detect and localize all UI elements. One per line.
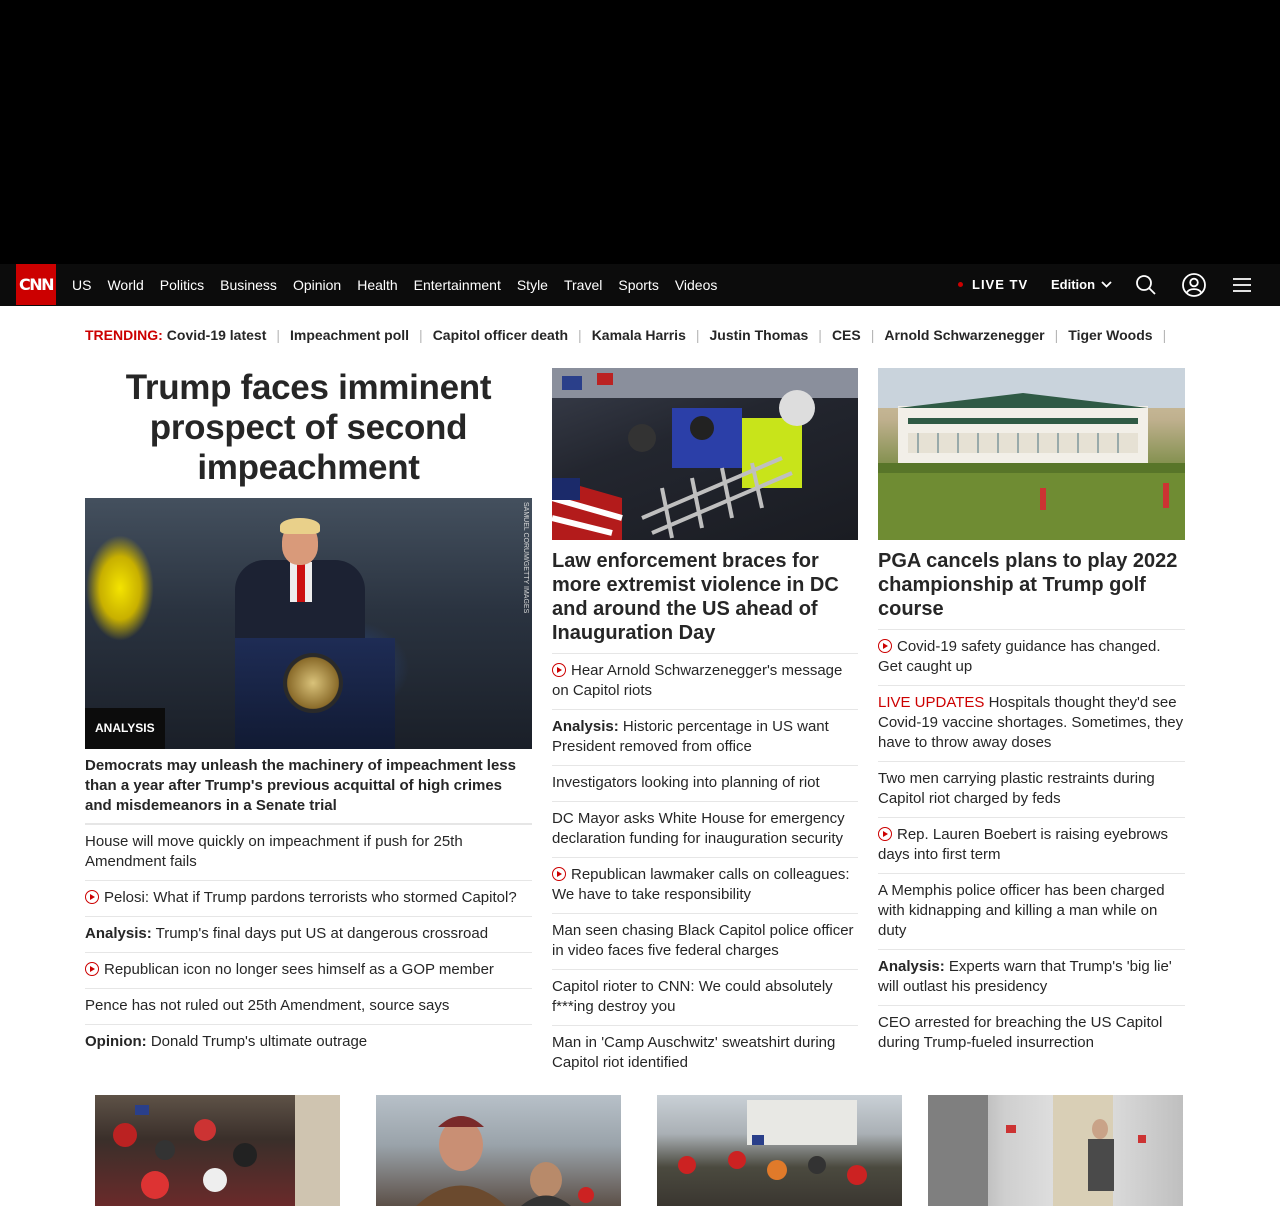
nav-link-videos[interactable]: Videos bbox=[674, 277, 718, 293]
edition-selector[interactable] bbox=[1051, 277, 1112, 292]
nav-link-entertainment[interactable]: Entertainment bbox=[413, 277, 501, 293]
story-text: Two men carrying plastic restraints during Capitol riot charged by feds bbox=[878, 770, 1155, 807]
story-kicker: Analysis: bbox=[85, 925, 152, 942]
video-thumbnail[interactable] bbox=[95, 1095, 340, 1206]
capitol-crowd-graphic bbox=[657, 1095, 902, 1206]
video-play-icon bbox=[85, 962, 99, 976]
video-thumbnail[interactable] bbox=[376, 1095, 621, 1206]
live-tv-label: LIVE TV bbox=[972, 277, 1029, 292]
trending-divider: | bbox=[870, 327, 875, 343]
story-text: CEO arrested for breaching the US Capitol during Trump-fueled insurrection bbox=[878, 1014, 1163, 1051]
video-play-icon bbox=[878, 827, 892, 841]
chevron-down-icon bbox=[1101, 281, 1112, 288]
trending-divider: | bbox=[1054, 327, 1059, 343]
story-text: Republican icon no longer sees himself as a GOP member bbox=[104, 961, 494, 978]
trending-link[interactable]: CES bbox=[831, 327, 861, 343]
story-link[interactable] bbox=[552, 913, 858, 969]
story-link[interactable] bbox=[85, 916, 532, 952]
top-navigation bbox=[0, 264, 1280, 306]
capitol-riot-image[interactable] bbox=[552, 368, 858, 540]
story-text: Republican lawmaker calls on colleagues: We have to take responsibility bbox=[552, 866, 850, 903]
story-text: Investigators looking into planning of riot bbox=[552, 774, 820, 791]
story-kicker: Analysis: bbox=[552, 718, 619, 735]
nav-link-sports[interactable]: Sports bbox=[618, 277, 659, 293]
trending-link[interactable]: Impeachment poll bbox=[290, 327, 410, 343]
edition-label: Edition bbox=[1051, 277, 1096, 292]
hallway-scene-graphic bbox=[928, 1095, 1183, 1206]
advertisement-banner[interactable] bbox=[0, 0, 1280, 264]
video-thumbnail-row bbox=[0, 1095, 1280, 1206]
video-play-icon bbox=[85, 890, 99, 904]
clubhouse-scene-graphic bbox=[878, 368, 1185, 540]
story-text: Pence has not ruled out 25th Amendment, source says bbox=[85, 997, 450, 1014]
story-kicker: Analysis: bbox=[878, 958, 945, 975]
story-link[interactable] bbox=[878, 761, 1185, 817]
story-text: Experts warn that Trump's 'big lie' will outlast his presidency bbox=[878, 958, 1172, 995]
lead-headline[interactable]: Trump faces imminent prospect of second impeachment bbox=[125, 368, 492, 487]
story-text: Capitol rioter to CNN: We could absolutely f***ing destroy you bbox=[552, 978, 833, 1015]
trending-link[interactable]: Capitol officer death bbox=[432, 327, 569, 343]
video-thumbnail[interactable] bbox=[657, 1095, 902, 1206]
nav-link-health[interactable]: Health bbox=[357, 277, 398, 293]
trending-link[interactable]: Kamala Harris bbox=[591, 327, 686, 343]
middle-column bbox=[552, 368, 858, 1081]
right-story-list bbox=[878, 629, 1185, 1061]
trending-divider: | bbox=[578, 327, 582, 343]
story-link[interactable] bbox=[552, 653, 858, 709]
story-text: Man in 'Camp Auschwitz' sweatshirt during Capitol riot identified bbox=[552, 1034, 836, 1071]
nav-link-politics[interactable]: Politics bbox=[159, 277, 205, 293]
story-link[interactable] bbox=[878, 685, 1185, 761]
speaker-tie bbox=[297, 564, 305, 602]
right-column bbox=[878, 368, 1185, 1061]
trending-divider: | bbox=[818, 327, 822, 343]
trending-link[interactable]: Justin Thomas bbox=[709, 327, 809, 343]
speaker-hair bbox=[280, 518, 320, 534]
live-tv-link[interactable] bbox=[958, 277, 1028, 292]
story-link[interactable] bbox=[85, 824, 532, 880]
story-link[interactable] bbox=[552, 801, 858, 857]
nav-link-business[interactable]: Business bbox=[220, 277, 277, 293]
story-link[interactable] bbox=[85, 880, 532, 916]
live-updates-label: LIVE UPDATES bbox=[878, 694, 985, 711]
interview-scene-graphic bbox=[376, 1095, 621, 1206]
story-text: A Memphis police officer has been charged with kidnapping and killing a man while on duty bbox=[878, 882, 1165, 939]
video-play-icon bbox=[552, 867, 566, 881]
lead-story-list bbox=[85, 824, 532, 1060]
search-icon[interactable] bbox=[1135, 274, 1157, 296]
story-text: Covid-19 safety guidance has changed. Get caught up bbox=[878, 638, 1161, 675]
photo-credit: SAMUEL CORUM/GETTY IMAGES bbox=[522, 502, 529, 614]
middle-headline[interactable]: Law enforcement braces for more extremist violence in DC and around the US ahead of Inauguration Day bbox=[552, 550, 839, 644]
story-text: DC Mayor asks White House for emergency declaration funding for inauguration security bbox=[552, 810, 845, 847]
story-link[interactable] bbox=[85, 988, 532, 1024]
golf-course-image[interactable] bbox=[878, 368, 1185, 540]
lead-subheadline[interactable]: Democrats may unleash the machinery of impeachment less than a year after Trump's previous acquittal of high crimes and misdemeanors in a Senate trial bbox=[85, 756, 532, 824]
middle-story-list bbox=[552, 653, 858, 1081]
riot-scene-graphic bbox=[552, 368, 858, 540]
trending-link[interactable]: Tiger Woods bbox=[1068, 327, 1153, 343]
story-link[interactable] bbox=[85, 952, 532, 988]
crowd-scene-graphic bbox=[95, 1095, 340, 1206]
live-dot-icon bbox=[958, 282, 963, 287]
story-text: Hear Arnold Schwarzenegger's message on Capitol riots bbox=[552, 662, 843, 699]
story-kicker: Opinion: bbox=[85, 1033, 147, 1050]
menu-icon[interactable] bbox=[1232, 274, 1252, 296]
lead-image[interactable] bbox=[85, 498, 532, 749]
video-play-icon bbox=[552, 663, 566, 677]
section-nav bbox=[64, 264, 725, 306]
video-thumbnail[interactable] bbox=[928, 1095, 1183, 1206]
story-link[interactable] bbox=[552, 709, 858, 765]
story-text: House will move quickly on impeachment if push for 25th Amendment fails bbox=[85, 833, 463, 870]
trending-divider: | bbox=[419, 327, 423, 343]
story-link[interactable] bbox=[552, 1025, 858, 1081]
presidential-seal bbox=[283, 653, 343, 713]
story-text: Man seen chasing Black Capitol police officer in video faces five federal charges bbox=[552, 922, 854, 959]
lead-column bbox=[85, 368, 532, 1060]
story-link[interactable] bbox=[878, 817, 1185, 873]
nav-link-style[interactable]: Style bbox=[516, 277, 548, 293]
story-link[interactable] bbox=[878, 1005, 1185, 1061]
nav-link-opinion[interactable]: Opinion bbox=[292, 277, 342, 293]
right-headline[interactable]: PGA cancels plans to play 2022 championship at Trump golf course bbox=[878, 550, 1178, 620]
story-link[interactable] bbox=[878, 949, 1185, 1005]
story-text: Hospitals thought they'd see Covid-19 vaccine shortages. Sometimes, they have to throw away doses bbox=[878, 694, 1184, 751]
nav-link-us[interactable]: US bbox=[72, 277, 92, 293]
story-link[interactable] bbox=[85, 1024, 532, 1060]
trending-link[interactable]: Covid-19 latest bbox=[166, 327, 267, 343]
story-text: Historic percentage in US want President removed from office bbox=[552, 718, 829, 755]
trending-divider: | bbox=[695, 327, 700, 343]
nav-link-travel[interactable]: Travel bbox=[563, 277, 603, 293]
trending-divider: | bbox=[1162, 327, 1167, 343]
analysis-badge: ANALYSIS bbox=[85, 708, 165, 749]
user-account-icon[interactable] bbox=[1182, 273, 1206, 297]
nav-link-world[interactable]: World bbox=[107, 277, 144, 293]
story-link[interactable] bbox=[878, 629, 1185, 685]
story-text: Trump's final days put US at dangerous crossroad bbox=[155, 925, 489, 942]
story-link[interactable] bbox=[552, 969, 858, 1025]
trending-divider: | bbox=[276, 327, 281, 343]
trending-bar bbox=[85, 327, 1176, 343]
story-link[interactable] bbox=[552, 765, 858, 801]
trending-link[interactable]: Arnold Schwarzenegger bbox=[884, 327, 1045, 343]
story-text: Rep. Lauren Boebert is raising eyebrows days into first term bbox=[878, 826, 1168, 863]
story-text: Pelosi: What if Trump pardons terrorists who stormed Capitol? bbox=[104, 889, 517, 906]
video-play-icon bbox=[878, 639, 892, 653]
cnn-logo[interactable]: CNN bbox=[16, 264, 56, 305]
story-text: Donald Trump's ultimate outrage bbox=[150, 1033, 368, 1050]
story-link[interactable] bbox=[552, 857, 858, 913]
story-link[interactable] bbox=[878, 873, 1185, 949]
trending-label: TRENDING: bbox=[85, 327, 163, 343]
